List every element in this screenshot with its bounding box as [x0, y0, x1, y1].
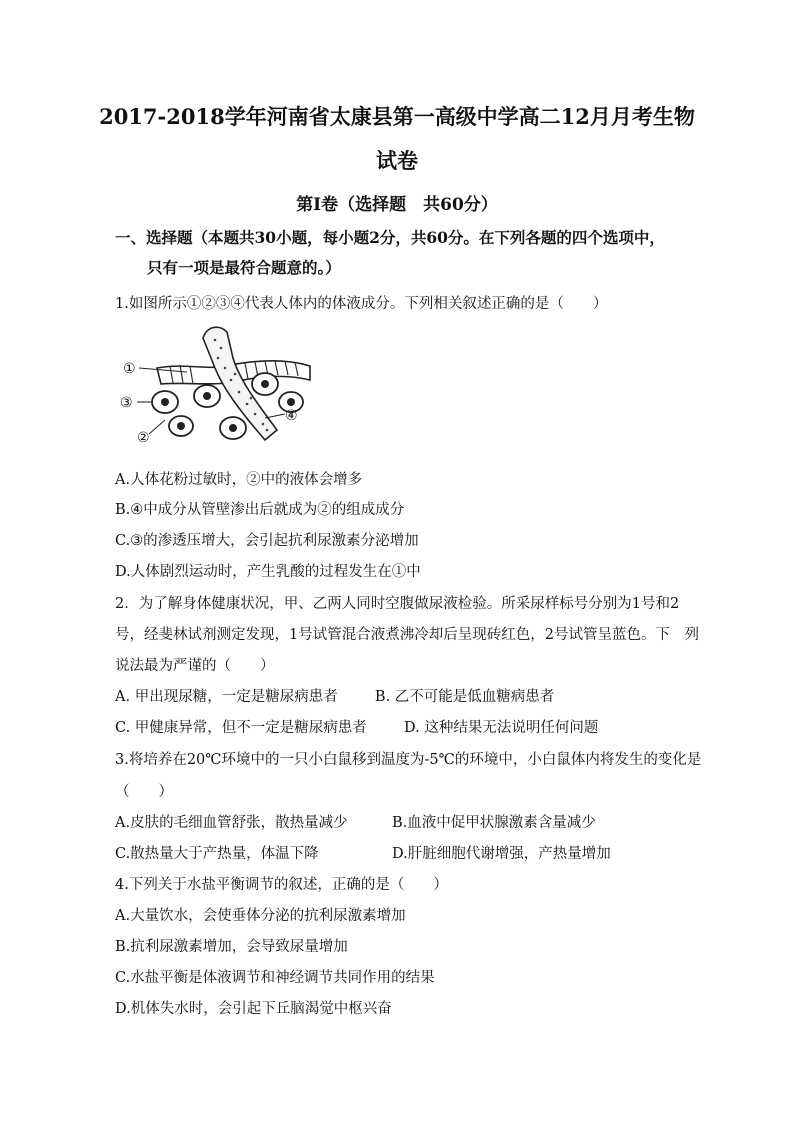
question-2-option-d: D. 这种结果无法说明任何问题 [404, 720, 599, 736]
question-2-options-row1 [115, 685, 705, 706]
instructions-line1: 一、选择题（本题共30小题，每小题2分，共60分。在下列各题的四个选项中， [115, 228, 665, 247]
question-4-option-d: D.机体失水时，会引起下丘脑渴觉中枢兴奋 [115, 1001, 392, 1017]
question-1-option-c: C.③的渗透压增大，会引起抗利尿激素分泌增加 [115, 533, 419, 549]
exam-title-line2: 试卷 [376, 148, 418, 173]
question-3-stem-line2: （ ） [115, 784, 173, 800]
question-4-stem: 4.下列关于水盐平衡调节的叙述，正确的是（ ） [115, 877, 448, 893]
question-4-option-a: A.大量饮水，会使垂体分泌的抗利尿激素增加 [115, 908, 406, 924]
figure-label-3: ③ [120, 395, 133, 411]
question-2-stem-line2: 号，经斐林试剂测定发现，1号试管混合液煮沸冷却后呈现砖红色，2号试管呈蓝色。下 列 [115, 627, 699, 643]
section-instructions [115, 223, 715, 283]
question-2-option-c: C. 甲健康异常，但不一定是糖尿病患者 [115, 720, 367, 736]
exam-title-line1: 2017-2018学年河南省太康县第一高级中学高二12月月考生物 [99, 104, 695, 129]
question-1-option-b: B.④中成分从管壁渗出后就成为②的组成成分 [115, 502, 405, 518]
question-1-option-a: A.人体花粉过敏时，②中的液体会增多 [115, 472, 363, 488]
question-1-option-d: D.人体剧烈运动时，产生乳酸的过程发生在①中 [115, 564, 421, 580]
question-4-option-b: B.抗利尿激素增加，会导致尿量增加 [115, 939, 348, 955]
question-2-option-b: B. 乙不可能是低血糖病患者 [374, 689, 555, 705]
body-fluid-diagram [115, 318, 315, 458]
question-2-option-a: A. 甲出现尿糖，一定是糖尿病患者 [115, 689, 338, 705]
question-2-options-row2 [115, 716, 705, 737]
section-title: 第Ⅰ卷（选择题 共60分） [296, 195, 498, 215]
question-3-option-d: D.肝脏细胞代谢增强，产热量增加 [392, 846, 611, 862]
figure-label-1: ① [123, 361, 136, 377]
question-1-stem: 1.如图所示①②③④代表人体内的体液成分。下列相关叙述正确的是（ ） [115, 296, 608, 312]
instructions-line2: 只有一项是最符合题意的。） [147, 258, 341, 277]
question-3-option-c: C.散热量大于产热量，体温下降 [115, 846, 319, 862]
question-2-stem-line1: 2．为了解身体健康状况，甲、乙两人同时空腹做尿液检验。所采尿样标号分别为1号和2 [115, 596, 680, 612]
question-3-option-b: B.血液中促甲状腺激素含量减少 [392, 815, 596, 831]
question-3-stem-line1: 3.将培养在20℃环境中的一只小白鼠移到温度为-5℃的环境中，小白鼠体内将发生的变化是 [115, 752, 702, 768]
figure-label-2: ② [137, 430, 150, 446]
question-2-stem-line3: 说法最为严谨的（ ） [115, 658, 275, 674]
figure-label-4: ④ [285, 408, 298, 424]
question-4-option-c: C.水盐平衡是体液调节和神经调节共同作用的结果 [115, 970, 435, 986]
question-3-option-a: A.皮肤的毛细血管舒张，散热量减少 [115, 815, 348, 831]
